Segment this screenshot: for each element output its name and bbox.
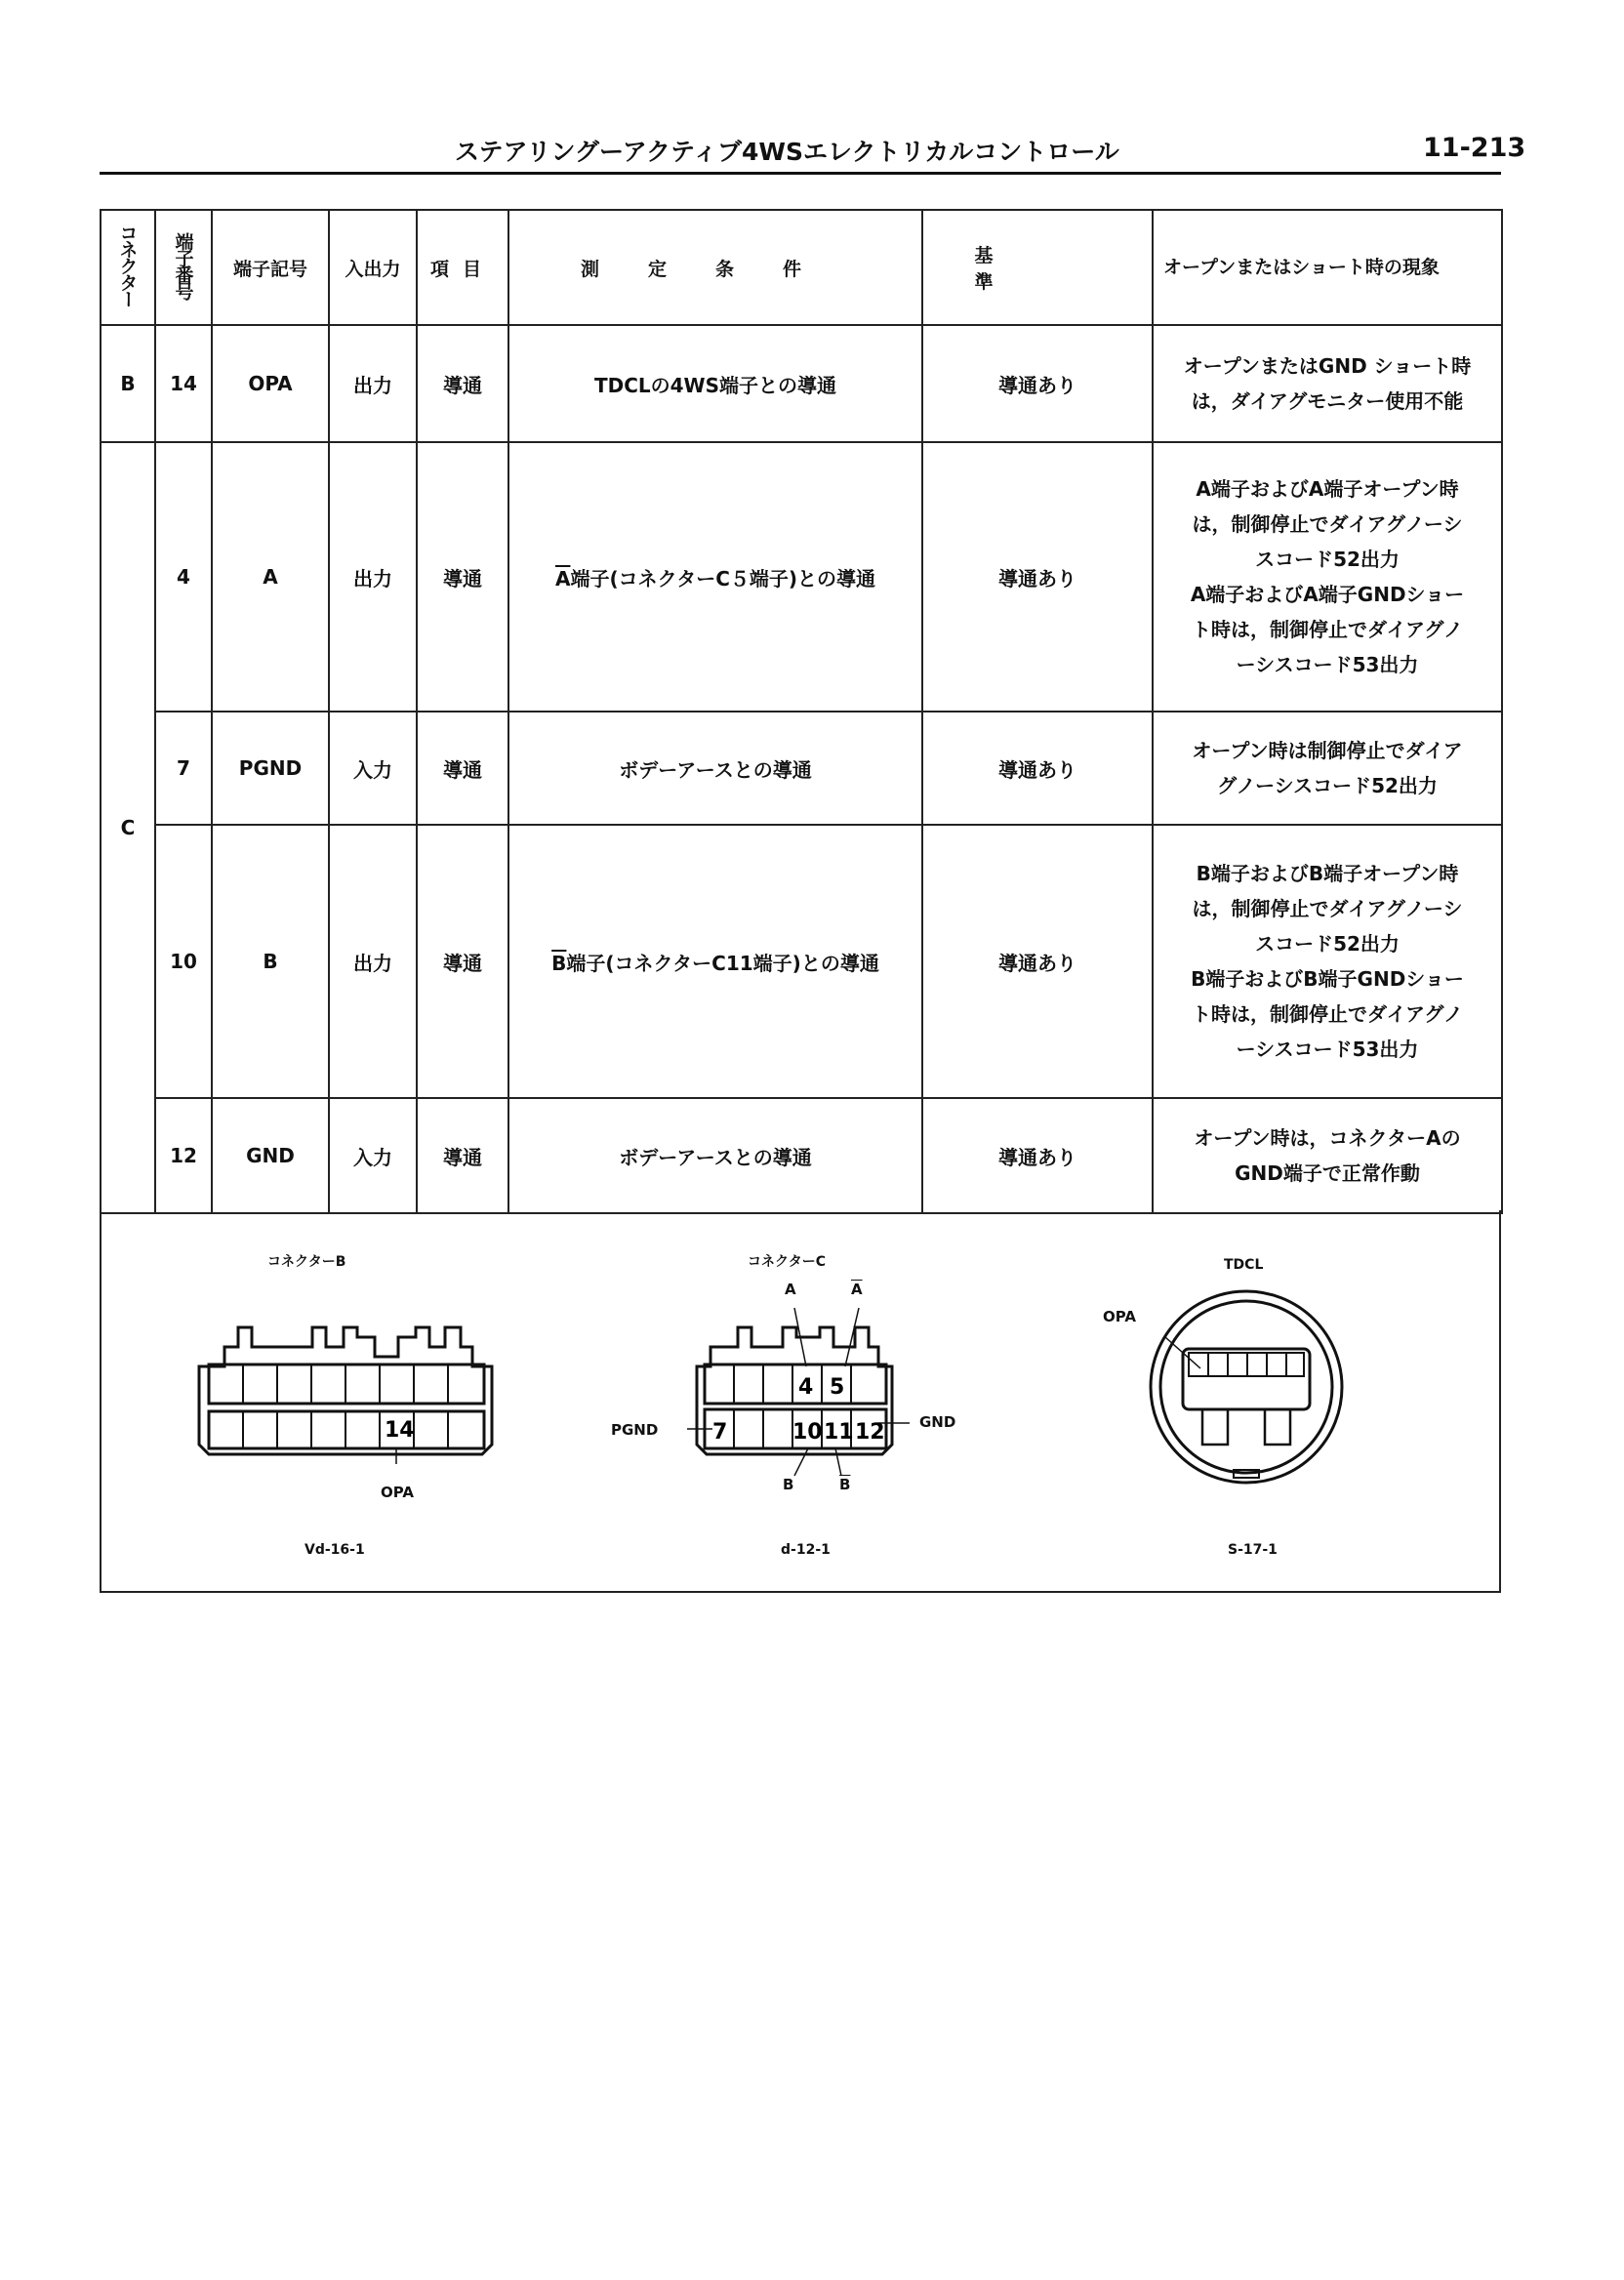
col-header-io: 入出力 xyxy=(329,210,417,325)
phen-line: は，ダイアグモニター使用不能 xyxy=(1191,389,1464,413)
connector-c-bbar-label: $\overline{B}$ xyxy=(839,1476,851,1493)
phen-line: GND端子で正常作動 xyxy=(1235,1161,1420,1185)
connector-b-diagram xyxy=(189,1308,511,1464)
phen-line: ーシスコード53出力 xyxy=(1236,653,1419,676)
connector-c-pin-4: 4 xyxy=(798,1375,814,1400)
cell-standard: 導通あり xyxy=(922,825,1153,1098)
cell-io: 入力 xyxy=(329,1098,417,1213)
condition-text: 端子(コネクターC11端子)との導通 xyxy=(566,951,879,975)
phen-line: グノーシスコード52出力 xyxy=(1217,774,1438,797)
cell-terminal-no: 12 xyxy=(155,1098,212,1213)
connector-c-pin-5: 5 xyxy=(830,1375,845,1400)
cell-phenomenon xyxy=(1153,325,1502,442)
table-row xyxy=(101,1098,1502,1213)
condition-text: 端子(コネクターC５端子)との導通 xyxy=(570,566,876,590)
cell-phenomenon xyxy=(1153,1098,1502,1213)
col-header-item: 項目 xyxy=(417,210,508,325)
condition-overlined: $\overline{B}$ xyxy=(551,951,567,975)
connector-c-pin-11: 11 xyxy=(824,1420,854,1445)
cell-condition: ボデーアースとの導通 xyxy=(508,712,922,825)
cell-terminal-symbol: PGND xyxy=(212,712,329,825)
connector-c-title: コネクターC xyxy=(748,1254,826,1270)
tdcl-code: S-17-1 xyxy=(1228,1542,1278,1558)
page-number: 11-213 xyxy=(1423,133,1526,163)
cell-standard: 導通あり xyxy=(922,1098,1153,1213)
phen-line: オープンまたはGND ショート時 xyxy=(1183,354,1472,378)
connector-c-abar-label: $\overline{A}$ xyxy=(851,1281,863,1298)
cell-condition xyxy=(508,442,922,712)
phen-line: B端子およびB端子オープン時 xyxy=(1196,862,1459,885)
cell-terminal-no: 10 xyxy=(155,825,212,1098)
connector-diagram-panel xyxy=(100,1210,1501,1593)
phen-line: A端子およびA端子GNDショー xyxy=(1190,583,1465,606)
cell-standard: 導通あり xyxy=(922,442,1153,712)
cell-terminal-symbol: A xyxy=(212,442,329,712)
phen-line: スコード52出力 xyxy=(1255,932,1400,956)
tdcl-opa-label: OPA xyxy=(1103,1308,1136,1325)
cell-terminal-symbol: GND xyxy=(212,1098,329,1213)
cell-connector: B xyxy=(101,325,155,442)
cell-io: 出力 xyxy=(329,825,417,1098)
cell-item: 導通 xyxy=(417,825,508,1098)
connector-c-pin-10: 10 xyxy=(792,1420,823,1445)
cell-item: 導通 xyxy=(417,712,508,825)
cell-item: 導通 xyxy=(417,442,508,712)
table-row xyxy=(101,825,1502,1098)
cell-phenomenon xyxy=(1153,825,1502,1098)
table-header-row xyxy=(101,210,1502,325)
cell-standard: 導通あり xyxy=(922,325,1153,442)
phen-line: オープン時は，コネクターAの xyxy=(1194,1126,1461,1150)
connector-b-opa-label: OPA xyxy=(381,1484,414,1501)
cell-terminal-symbol: B xyxy=(212,825,329,1098)
page-header-title: ステアリングーアクティブ4WSエレクトリカルコントロール xyxy=(455,138,1119,166)
connector-c-a-label: A xyxy=(785,1281,796,1298)
phen-line: オープン時は制御停止でダイア xyxy=(1192,739,1463,762)
connector-c-b-label: B xyxy=(783,1476,794,1493)
col-header-phenomenon: オープンまたはショート時の現象 xyxy=(1153,210,1502,325)
cell-io: 出力 xyxy=(329,442,417,712)
cell-item: 導通 xyxy=(417,1098,508,1213)
cell-terminal-no: 4 xyxy=(155,442,212,712)
terminal-spec-table xyxy=(100,209,1503,1214)
cell-condition xyxy=(508,825,922,1098)
tdcl-title: TDCL xyxy=(1224,1257,1264,1273)
cell-phenomenon xyxy=(1153,442,1502,712)
cell-condition: TDCLの4WS端子との導通 xyxy=(508,325,922,442)
connector-c-pin-7: 7 xyxy=(712,1420,728,1445)
connector-c-code: d-12-1 xyxy=(781,1542,831,1558)
table-row xyxy=(101,712,1502,825)
cell-phenomenon xyxy=(1153,712,1502,825)
cell-condition: ボデーアースとの導通 xyxy=(508,1098,922,1213)
phen-line: B端子およびB端子GNDショー xyxy=(1191,967,1464,991)
connector-c-pin-12: 12 xyxy=(855,1420,885,1445)
cell-terminal-no: 7 xyxy=(155,712,212,825)
phen-line: ーシスコード53出力 xyxy=(1236,1038,1419,1061)
connector-b-title: コネクターB xyxy=(267,1254,346,1270)
cell-item: 導通 xyxy=(417,325,508,442)
col-header-standard: 基準 xyxy=(922,210,1153,325)
col-header-connector: コネクター xyxy=(101,210,155,325)
connector-c-diagram xyxy=(687,1308,941,1484)
connector-c-gnd-label: GND xyxy=(919,1413,956,1431)
table-row xyxy=(101,442,1502,712)
col-header-condition: 測定条件 xyxy=(508,210,922,325)
table-row xyxy=(101,325,1502,442)
cell-io: 出力 xyxy=(329,325,417,442)
col-header-terminal-no: 端子番号 xyxy=(155,210,212,325)
phen-line: ト時は，制御停止でダイアグノ xyxy=(1192,618,1463,641)
cell-connector: C xyxy=(101,442,155,1213)
cell-terminal-symbol: OPA xyxy=(212,325,329,442)
cell-standard: 導通あり xyxy=(922,712,1153,825)
connector-c-pgnd-label: PGND xyxy=(611,1421,659,1439)
phen-line: スコード52出力 xyxy=(1255,548,1400,571)
phen-line: A端子およびA端子オープン時 xyxy=(1196,477,1459,501)
connector-b-code: Vd-16-1 xyxy=(304,1542,365,1558)
phen-line: は，制御停止でダイアグノーシ xyxy=(1192,512,1463,536)
tdcl-diagram xyxy=(1144,1284,1349,1489)
phen-line: ト時は，制御停止でダイアグノ xyxy=(1192,1002,1463,1026)
cell-io: 入力 xyxy=(329,712,417,825)
phen-line: は，制御停止でダイアグノーシ xyxy=(1192,897,1463,920)
cell-terminal-no: 14 xyxy=(155,325,212,442)
connector-b-pin-14: 14 xyxy=(385,1418,415,1443)
header-rule xyxy=(100,172,1501,175)
col-header-terminal-symbol: 端子記号 xyxy=(212,210,329,325)
condition-overlined: $\overline{A}$ xyxy=(554,566,571,590)
